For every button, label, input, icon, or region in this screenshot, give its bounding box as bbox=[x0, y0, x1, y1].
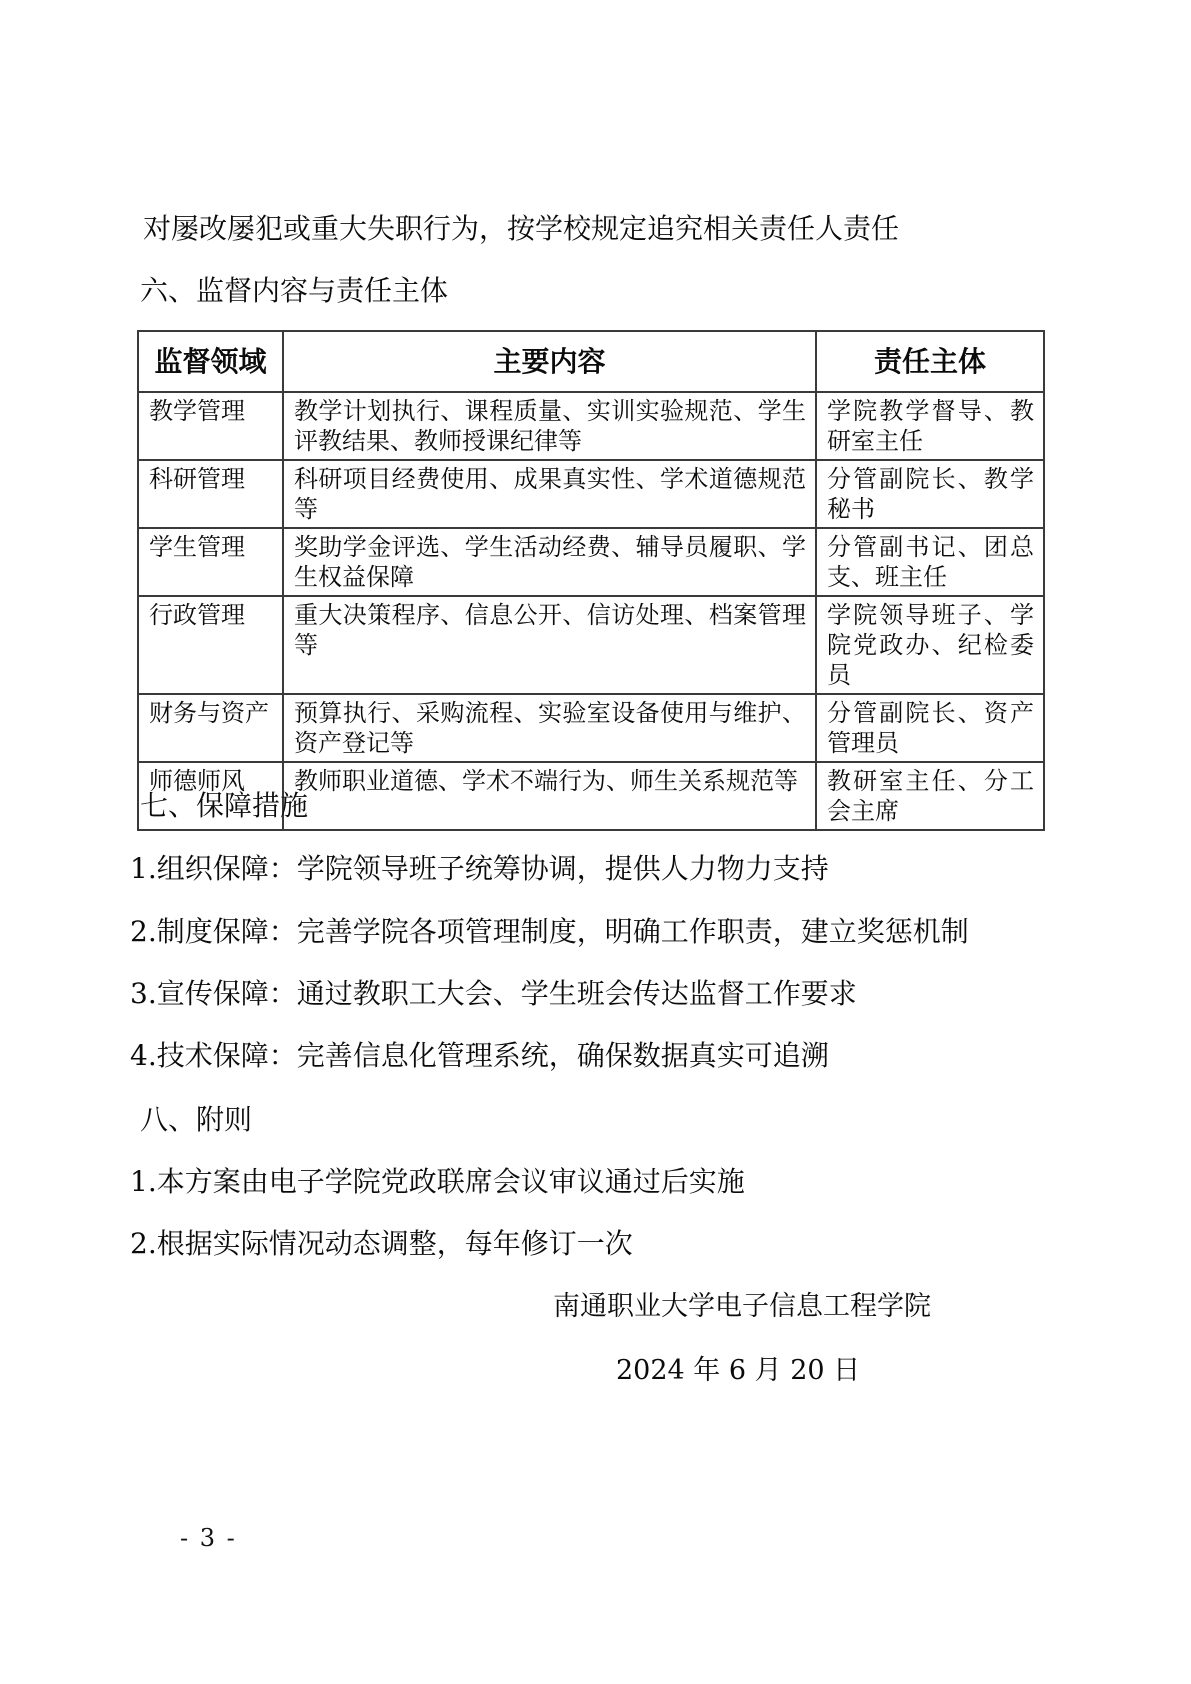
section-7-item: 1.组织保障：学院领导班子统筹协调，提供人力物力支持 bbox=[130, 852, 829, 885]
table-cell-content: 奖助学金评选、学生活动经费、辅导员履职、学生权益保障 bbox=[283, 528, 816, 596]
table-row bbox=[138, 528, 1044, 596]
table-cell-content: 教学计划执行、课程质量、实训实验规范、学生评教结果、教师授课纪律等 bbox=[283, 392, 816, 460]
table-cell-area: 师德师风 bbox=[138, 762, 283, 830]
table-cell-area: 行政管理 bbox=[138, 596, 283, 694]
table-cell-content: 预算执行、采购流程、实验室设备使用与维护、资产登记等 bbox=[283, 694, 816, 762]
supervision-table bbox=[137, 330, 1045, 831]
table-cell-content: 重大决策程序、信息公开、信访处理、档案管理等 bbox=[283, 596, 816, 694]
section-7-item: 4.技术保障：完善信息化管理系统，确保数据真实可追溯 bbox=[130, 1039, 829, 1072]
table-cell-responsible: 学院教学督导、教研室主任 bbox=[816, 392, 1044, 460]
table-header-area: 监督领域 bbox=[138, 331, 283, 392]
section-7-item: 2.制度保障：完善学院各项管理制度，明确工作职责，建立奖惩机制 bbox=[130, 915, 969, 948]
table-cell-responsible: 分管副院长、资产管理员 bbox=[816, 694, 1044, 762]
table-row bbox=[138, 694, 1044, 762]
signature-date: 2024 年 6 月 20 日 bbox=[616, 1355, 861, 1386]
table-cell-content: 科研项目经费使用、成果真实性、学术道德规范等 bbox=[283, 460, 816, 528]
table-cell-area: 教学管理 bbox=[138, 392, 283, 460]
table-cell-area: 科研管理 bbox=[138, 460, 283, 528]
table-cell-responsible: 教研室主任、分工会主席 bbox=[816, 762, 1044, 830]
section-8-heading: 八、附则 bbox=[140, 1103, 253, 1136]
intro-paragraph: 对屡改屡犯或重大失职行为，按学校规定追究相关责任人责任 bbox=[143, 212, 900, 245]
table-cell-responsible: 学院领导班子、学院党政办、纪检委员 bbox=[816, 596, 1044, 694]
table-cell-area: 财务与资产 bbox=[138, 694, 283, 762]
section-6-heading: 六、监督内容与责任主体 bbox=[140, 274, 449, 307]
page-number: - 3 - bbox=[180, 1524, 237, 1552]
section-8-item: 2.根据实际情况动态调整，每年修订一次 bbox=[130, 1227, 633, 1260]
table-cell-content: 教师职业道德、学术不端行为、师生关系规范等 bbox=[283, 762, 816, 830]
table-row bbox=[138, 460, 1044, 528]
signature-org: 南通职业大学电子信息工程学院 bbox=[553, 1291, 931, 1322]
table-header-responsible: 责任主体 bbox=[816, 331, 1044, 392]
section-7-item: 3.宣传保障：通过教职工大会、学生班会传达监督工作要求 bbox=[130, 977, 857, 1010]
table-row bbox=[138, 596, 1044, 694]
table-cell-area: 学生管理 bbox=[138, 528, 283, 596]
table-row bbox=[138, 392, 1044, 460]
table-cell-responsible: 分管副书记、团总支、班主任 bbox=[816, 528, 1044, 596]
section-8-item: 1.本方案由电子学院党政联席会议审议通过后实施 bbox=[130, 1165, 745, 1198]
table-header-row bbox=[138, 331, 1044, 392]
table-header-content: 主要内容 bbox=[283, 331, 816, 392]
section-7-heading: 七、保障措施 bbox=[140, 789, 309, 822]
table-cell-responsible: 分管副院长、教学秘书 bbox=[816, 460, 1044, 528]
